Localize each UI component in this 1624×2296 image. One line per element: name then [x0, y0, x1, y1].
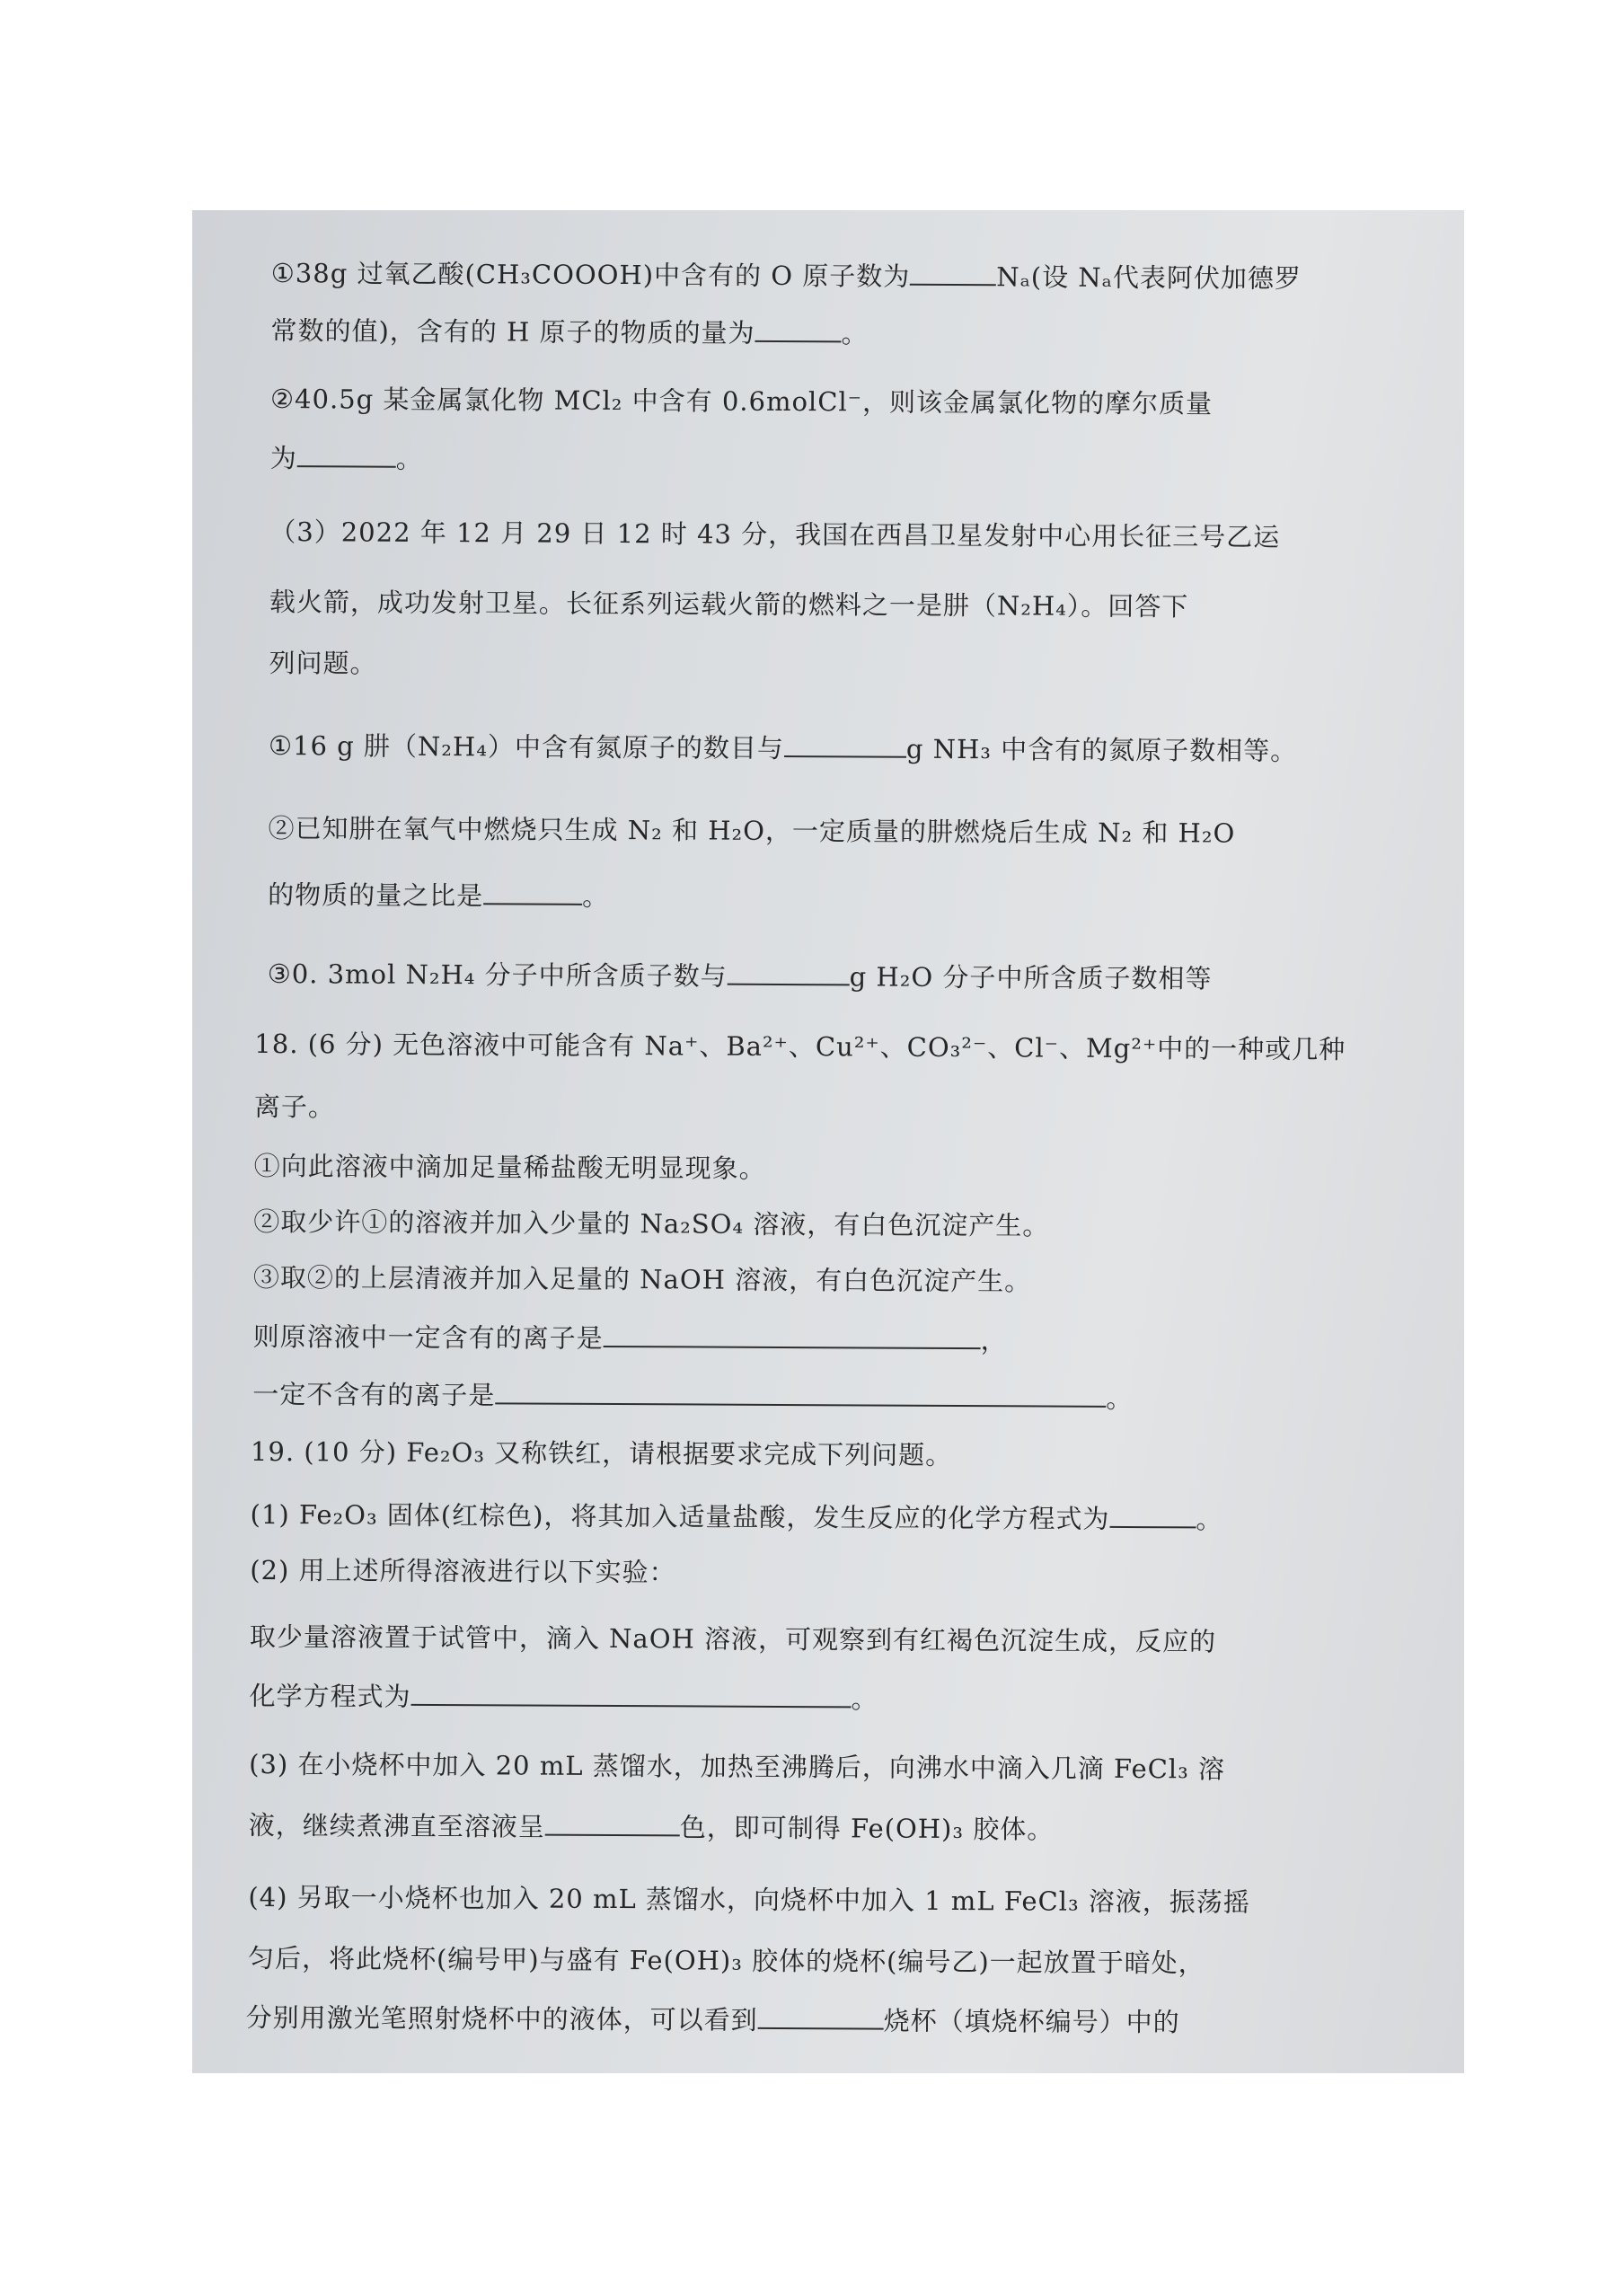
q18-answer-1-text: 则原溶液中一定含有的离子是: [252, 1320, 604, 1354]
q18-line-1: [254, 1026, 1346, 1067]
q19-part-1-text: (1) Fe₂O₃ 固体(红棕色)，将其加入适量盐酸，发生反应的化学方程式为: [250, 1498, 1110, 1534]
q17-3-sub-2b-text: 的物质的量之比是: [268, 879, 484, 912]
answer-blank-color[interactable]: [545, 1807, 680, 1837]
q17-3-sub-3: [268, 954, 1213, 997]
q19-part-2: [250, 1552, 676, 1590]
q17-2-line-2: [270, 311, 868, 351]
q18-text-2: 离子。: [253, 1091, 336, 1123]
q19-part-4c-textb: 烧杯（填烧杯编号）中的: [883, 2005, 1180, 2038]
q19-part-3b-text: 液，继续煮沸直至溶液呈: [248, 1809, 545, 1842]
q19-part-3b: [249, 1806, 1055, 1848]
q19-part-2b-text: 取少量溶液置于试管中，滴入 NaOH 溶液，可观察到有红褐色沉淀生成，反应的: [249, 1620, 1217, 1657]
q17-3-line-3: [269, 645, 376, 682]
q17-3-sub-2b-textb: 。: [582, 880, 610, 912]
answer-blank-o-atoms[interactable]: [910, 257, 996, 287]
q19-part-4: [248, 1879, 1250, 1921]
q18-step-1: [254, 1148, 766, 1187]
q17-3-line-2: [269, 584, 1189, 624]
q17-2-text-4: 为: [269, 442, 297, 474]
q17-3-text-2: 载火箭，成功发射卫星。长征系列运载火箭的燃料之一是肼（N₂H₄）。回答下: [269, 586, 1189, 623]
answer-blank-molar-mass[interactable]: [297, 438, 396, 468]
q19-part-1: [251, 1495, 1223, 1538]
q18-answer-2: [252, 1374, 1133, 1417]
answer-blank-h2o-mass[interactable]: [728, 957, 850, 986]
q18-answer-1-textb: ，: [980, 1325, 1008, 1356]
q18-step-3: [253, 1259, 1031, 1300]
q18-step-3-text: ③取②的上层清液并加入足量的 NaOH 溶液，有白色沉淀产生。: [252, 1261, 1032, 1297]
q18-text-1: 18. (6 分) 无色溶液中可能含有 Na⁺、Ba²⁺、Cu²⁺、CO₃²⁻、Cl⁻、Mg²⁺中的一种或几种: [254, 1028, 1346, 1065]
q17-3-sub-3-textb: g H₂O 分子中所含质子数相等: [849, 961, 1213, 994]
answer-blank-equation-2[interactable]: [411, 1677, 852, 1709]
q17-3-sub-1: [269, 726, 1297, 769]
q17-3-line-1: [269, 514, 1280, 555]
q19-part-2c-textb: 。: [851, 1683, 878, 1715]
q19-part-4b-text: 匀后，将此烧杯(编号甲)与盛有 Fe(OH)₃ 胶体的烧杯(编号乙)一起放置于暗处，: [247, 1942, 1205, 1979]
q18-answer-2-text: 一定不含有的离子是: [252, 1378, 496, 1411]
q19-part-2c-text: 化学方程式为: [249, 1680, 411, 1712]
q17-2-text-4b: 。: [395, 443, 423, 474]
answer-blank-beaker[interactable]: [758, 2000, 884, 2030]
photo-frame: [192, 210, 1464, 2073]
q19-part-3b-textb: 色，即可制得 Fe(OH)₃ 胶体。: [679, 1812, 1055, 1845]
q19-part-4b: [248, 1940, 1205, 1982]
answer-blank-ratio[interactable]: [483, 876, 582, 905]
exam-page: [245, 246, 1403, 2073]
q19-part-2-text: (2) 用上述所得溶液进行以下实验：: [250, 1554, 676, 1588]
q19-part-4c-text: 分别用激光笔照射烧杯中的液体，可以看到: [245, 2001, 758, 2035]
q17-3-sub-2-text: ②已知肼在氧气中燃烧只生成 N₂ 和 H₂O，一定质量的肼燃烧后生成 N₂ 和 H₂O: [268, 812, 1236, 849]
q18-answer-1: [253, 1317, 1008, 1358]
q19-part-3: [249, 1746, 1225, 1788]
q19-text-1: 19. (10 分) Fe₂O₃ 又称铁红，请根据要求完成下列问题。: [250, 1435, 953, 1470]
q17-2-text-2b: 。: [841, 318, 869, 349]
q19-line-1: [251, 1434, 952, 1473]
q17-3-sub-2b: [268, 875, 609, 914]
q17-2-line-3: [270, 381, 1213, 421]
q19-part-2c: [249, 1676, 878, 1718]
q18-answer-2-textb: 。: [1106, 1382, 1134, 1415]
q18-step-1-text: ①向此溶液中滴加足量稀盐酸无明显现象。: [253, 1150, 766, 1184]
q19-part-3-text: (3) 在小烧杯中加入 20 mL 蒸馏水，加热至沸腾后，向沸水中滴入几滴 FeCl₃ 溶: [249, 1748, 1226, 1785]
answer-blank-nh3-mass[interactable]: [784, 729, 906, 758]
q19-part-4-text: (4) 另取一小烧杯也加入 20 mL 蒸馏水，向烧杯中加入 1 mL FeCl₃ 溶液，振荡摇: [248, 1881, 1250, 1918]
q17-3-sub-3-text: ③0. 3mol N₂H₄ 分子中所含质子数与: [267, 958, 728, 992]
q18-step-2-text: ②取少许①的溶液并加入少量的 Na₂SO₄ 溶液，有白色沉淀产生。: [253, 1205, 1050, 1241]
answer-blank-present-ions[interactable]: [604, 1319, 981, 1349]
q17-2-line-4: [270, 438, 423, 477]
q17-2-text-1: ①38g 过氧乙酸(CH₃COOOH)中含有的 O 原子数为: [270, 257, 911, 292]
answer-blank-absent-ions[interactable]: [495, 1375, 1106, 1408]
q18-step-2: [253, 1204, 1049, 1244]
q17-3-sub-1-text: ①16 g 肼（N₂H₄）中含有氮原子的数目与: [268, 729, 784, 764]
q17-2-text-3: ②40.5g 某金属氯化物 MCl₂ 中含有 0.6molCl⁻，则该金属氯化物的摩尔质量: [270, 383, 1214, 419]
q19-part-4c: [246, 1998, 1180, 2040]
answer-blank-equation-1[interactable]: [1109, 1499, 1196, 1529]
q19-part-2b: [250, 1619, 1216, 1660]
q19-part-1-textb: 。: [1196, 1504, 1223, 1535]
q17-3-text-1: （3）2022 年 12 月 29 日 12 时 43 分，我国在西昌卫星发射中心用长征三号乙运: [269, 516, 1281, 552]
q17-3-text-3: 列问题。: [269, 647, 377, 679]
q17-2-line-1: [271, 253, 1302, 296]
q17-3-sub-2: [269, 810, 1236, 852]
q18-line-2: [254, 1089, 335, 1125]
q17-2-text-2: 常数的值)，含有的 H 原子的物质的量为: [270, 314, 755, 349]
q17-2-text-1b: Nₐ(设 Nₐ代表阿伏加德罗: [996, 261, 1302, 295]
q17-3-sub-1-textb: g NH₃ 中含有的氮原子数相等。: [905, 733, 1298, 766]
answer-blank-h-amount[interactable]: [755, 313, 841, 343]
